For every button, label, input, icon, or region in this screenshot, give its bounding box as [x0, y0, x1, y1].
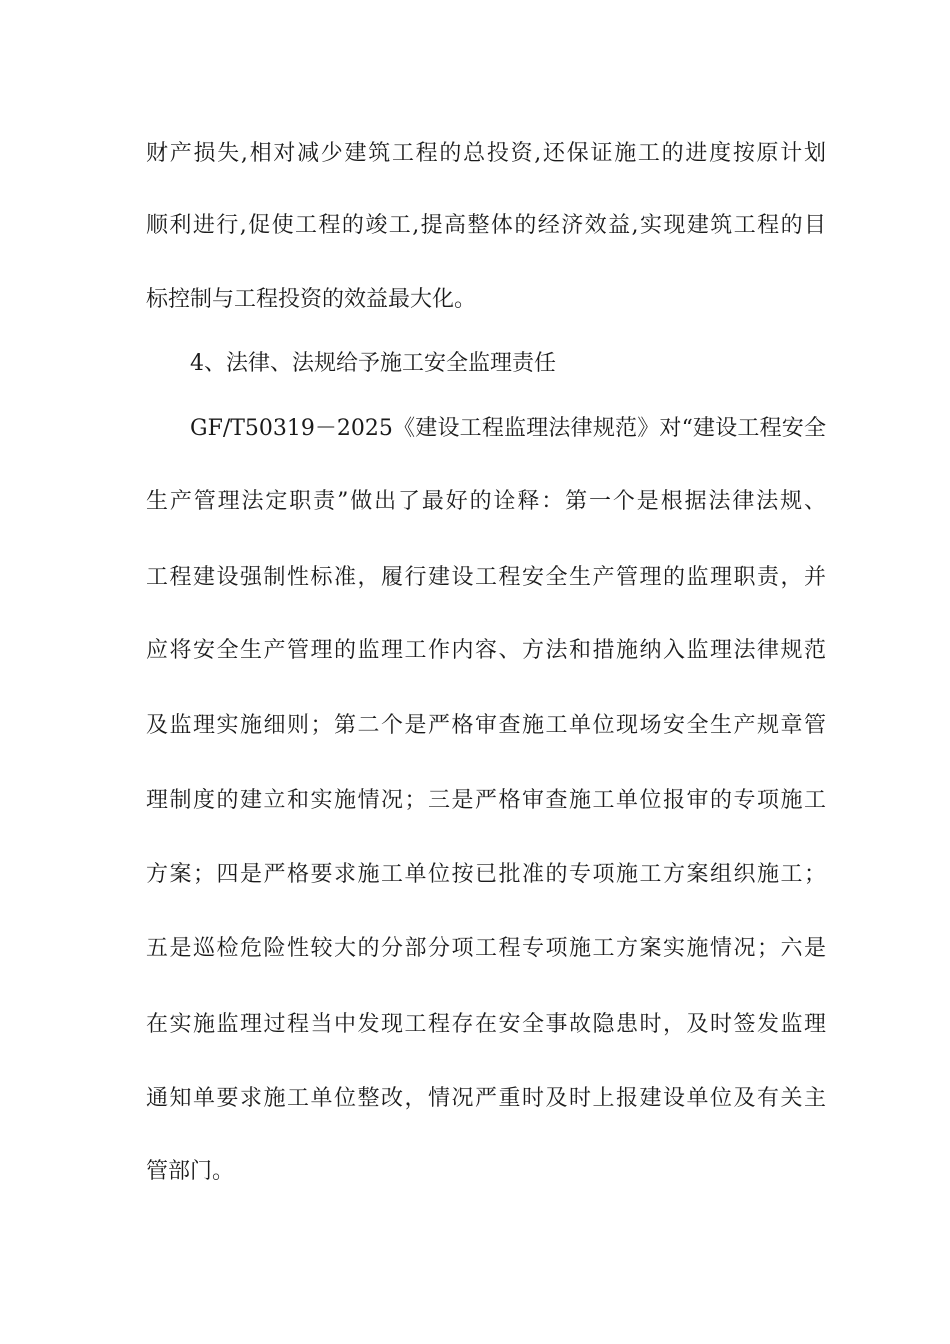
paragraph-line: 通知单要求施工单位整改，情况严重时及时上报建设单位及有关主 [146, 1086, 826, 1111]
paragraph-line: 理制度的建立和实施情况；三是严格审查施工单位报审的专项施工 [146, 788, 826, 813]
paragraph-line: 生产管理法定职责”做出了最好的诠释：第一个是根据法律法规、 [146, 489, 826, 514]
paragraph-line: 标控制与工程投资的效益最大化。 [146, 287, 477, 312]
paragraph-line: 应将安全生产管理的监理工作内容、方法和措施纳入监理法律规范 [146, 638, 826, 663]
section-heading: 4、法律、法规给予施工安全监理责任 [190, 351, 556, 376]
paragraph-line: 财产损失,相对减少建筑工程的总投资,还保证施工的进度按原计划 [146, 141, 826, 166]
paragraph-line: 管部门。 [146, 1159, 235, 1184]
paragraph-line: 在实施监理过程当中发现工程存在安全事故隐患时，及时签发监理 [146, 1012, 826, 1037]
paragraph-line: 顺利进行,促使工程的竣工,提高整体的经济效益,实现建筑工程的目 [146, 213, 826, 238]
paragraph-line: 工程建设强制性标准，履行建设工程安全生产管理的监理职责，并 [146, 565, 826, 590]
paragraph-line: 及监理实施细则；第二个是严格审查施工单位现场安全生产规章管 [146, 713, 826, 738]
paragraph-line: 五是巡检危险性较大的分部分项工程专项施工方案实施情况；六是 [146, 936, 826, 961]
paragraph-line: 方案；四是严格要求施工单位按已批准的专项施工方案组织施工； [146, 862, 826, 887]
paragraph-line: GF/T50319－2025《建设工程监理法律规范》对“建设工程安全 [190, 416, 826, 441]
